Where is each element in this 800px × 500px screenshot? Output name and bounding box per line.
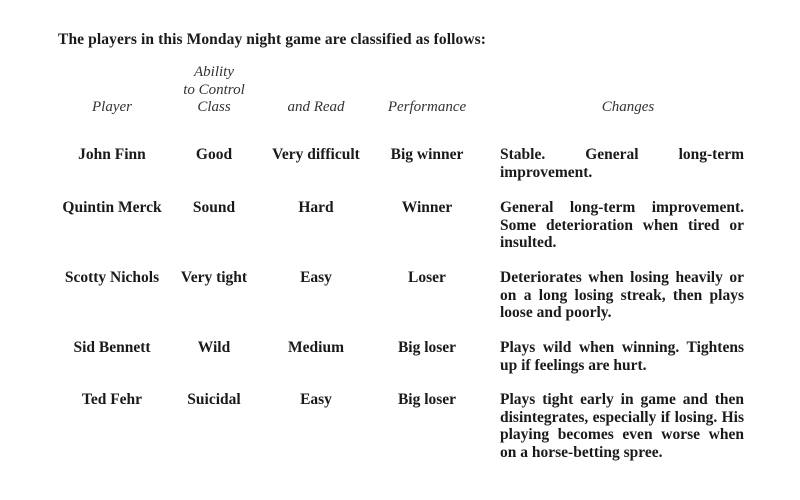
row-4-changes: Plays wild when winning. Tightens up if feelings are hurt. xyxy=(500,339,744,374)
row-5-class: Suicidal xyxy=(187,391,241,408)
header-changes: Changes xyxy=(601,99,655,115)
header-read: and Read xyxy=(287,99,345,115)
row-2-class: Sound xyxy=(192,199,236,216)
row-3-read: Easy xyxy=(300,269,332,286)
row-2-changes: General long-term improvement. Some deterioration when tired or insulted. xyxy=(500,199,744,251)
intro-text: The players in this Monday night game are classified as follows: xyxy=(58,31,487,48)
row-4-performance: Big loser xyxy=(397,339,457,356)
row-4-player: Sid Bennett xyxy=(73,339,151,356)
row-2-player: Quintin Merck xyxy=(62,199,162,216)
header-class-line1: Ability xyxy=(194,64,234,80)
header-class xyxy=(170,64,258,117)
row-5-performance: Big loser xyxy=(397,391,457,408)
row-3-changes: Deteriorates when losing heavily or on a long losing streak, then plays loose and poorly. xyxy=(500,269,744,321)
row-4-read: Medium xyxy=(288,339,344,356)
row-3-performance: Loser xyxy=(408,269,446,286)
row-2-performance: Winner xyxy=(401,199,453,216)
row-5-changes: Plays tight early in game and then disintegrates, especially if losing. His playing becomes even worse when on a horse-betting spree. xyxy=(500,391,744,461)
row-1-performance: Big winner xyxy=(390,146,464,163)
row-5-read: Easy xyxy=(300,391,332,408)
header-class-line3: Class xyxy=(197,99,231,115)
row-1-player: John Finn xyxy=(78,146,146,163)
row-1-class: Good xyxy=(195,146,233,163)
header-performance: Performance xyxy=(387,99,467,115)
header-class-line2: to Control xyxy=(183,81,245,98)
row-4-class: Wild xyxy=(197,339,231,356)
row-1-changes: Stable. General long-term improvement. xyxy=(500,146,744,181)
row-1-read: Very difficult xyxy=(272,146,360,163)
row-3-class: Very tight xyxy=(180,269,248,286)
row-2-read: Hard xyxy=(298,199,334,216)
row-5-player: Ted Fehr xyxy=(81,391,143,408)
header-player: Player xyxy=(92,99,132,115)
row-3-player: Scotty Nichols xyxy=(64,269,160,286)
